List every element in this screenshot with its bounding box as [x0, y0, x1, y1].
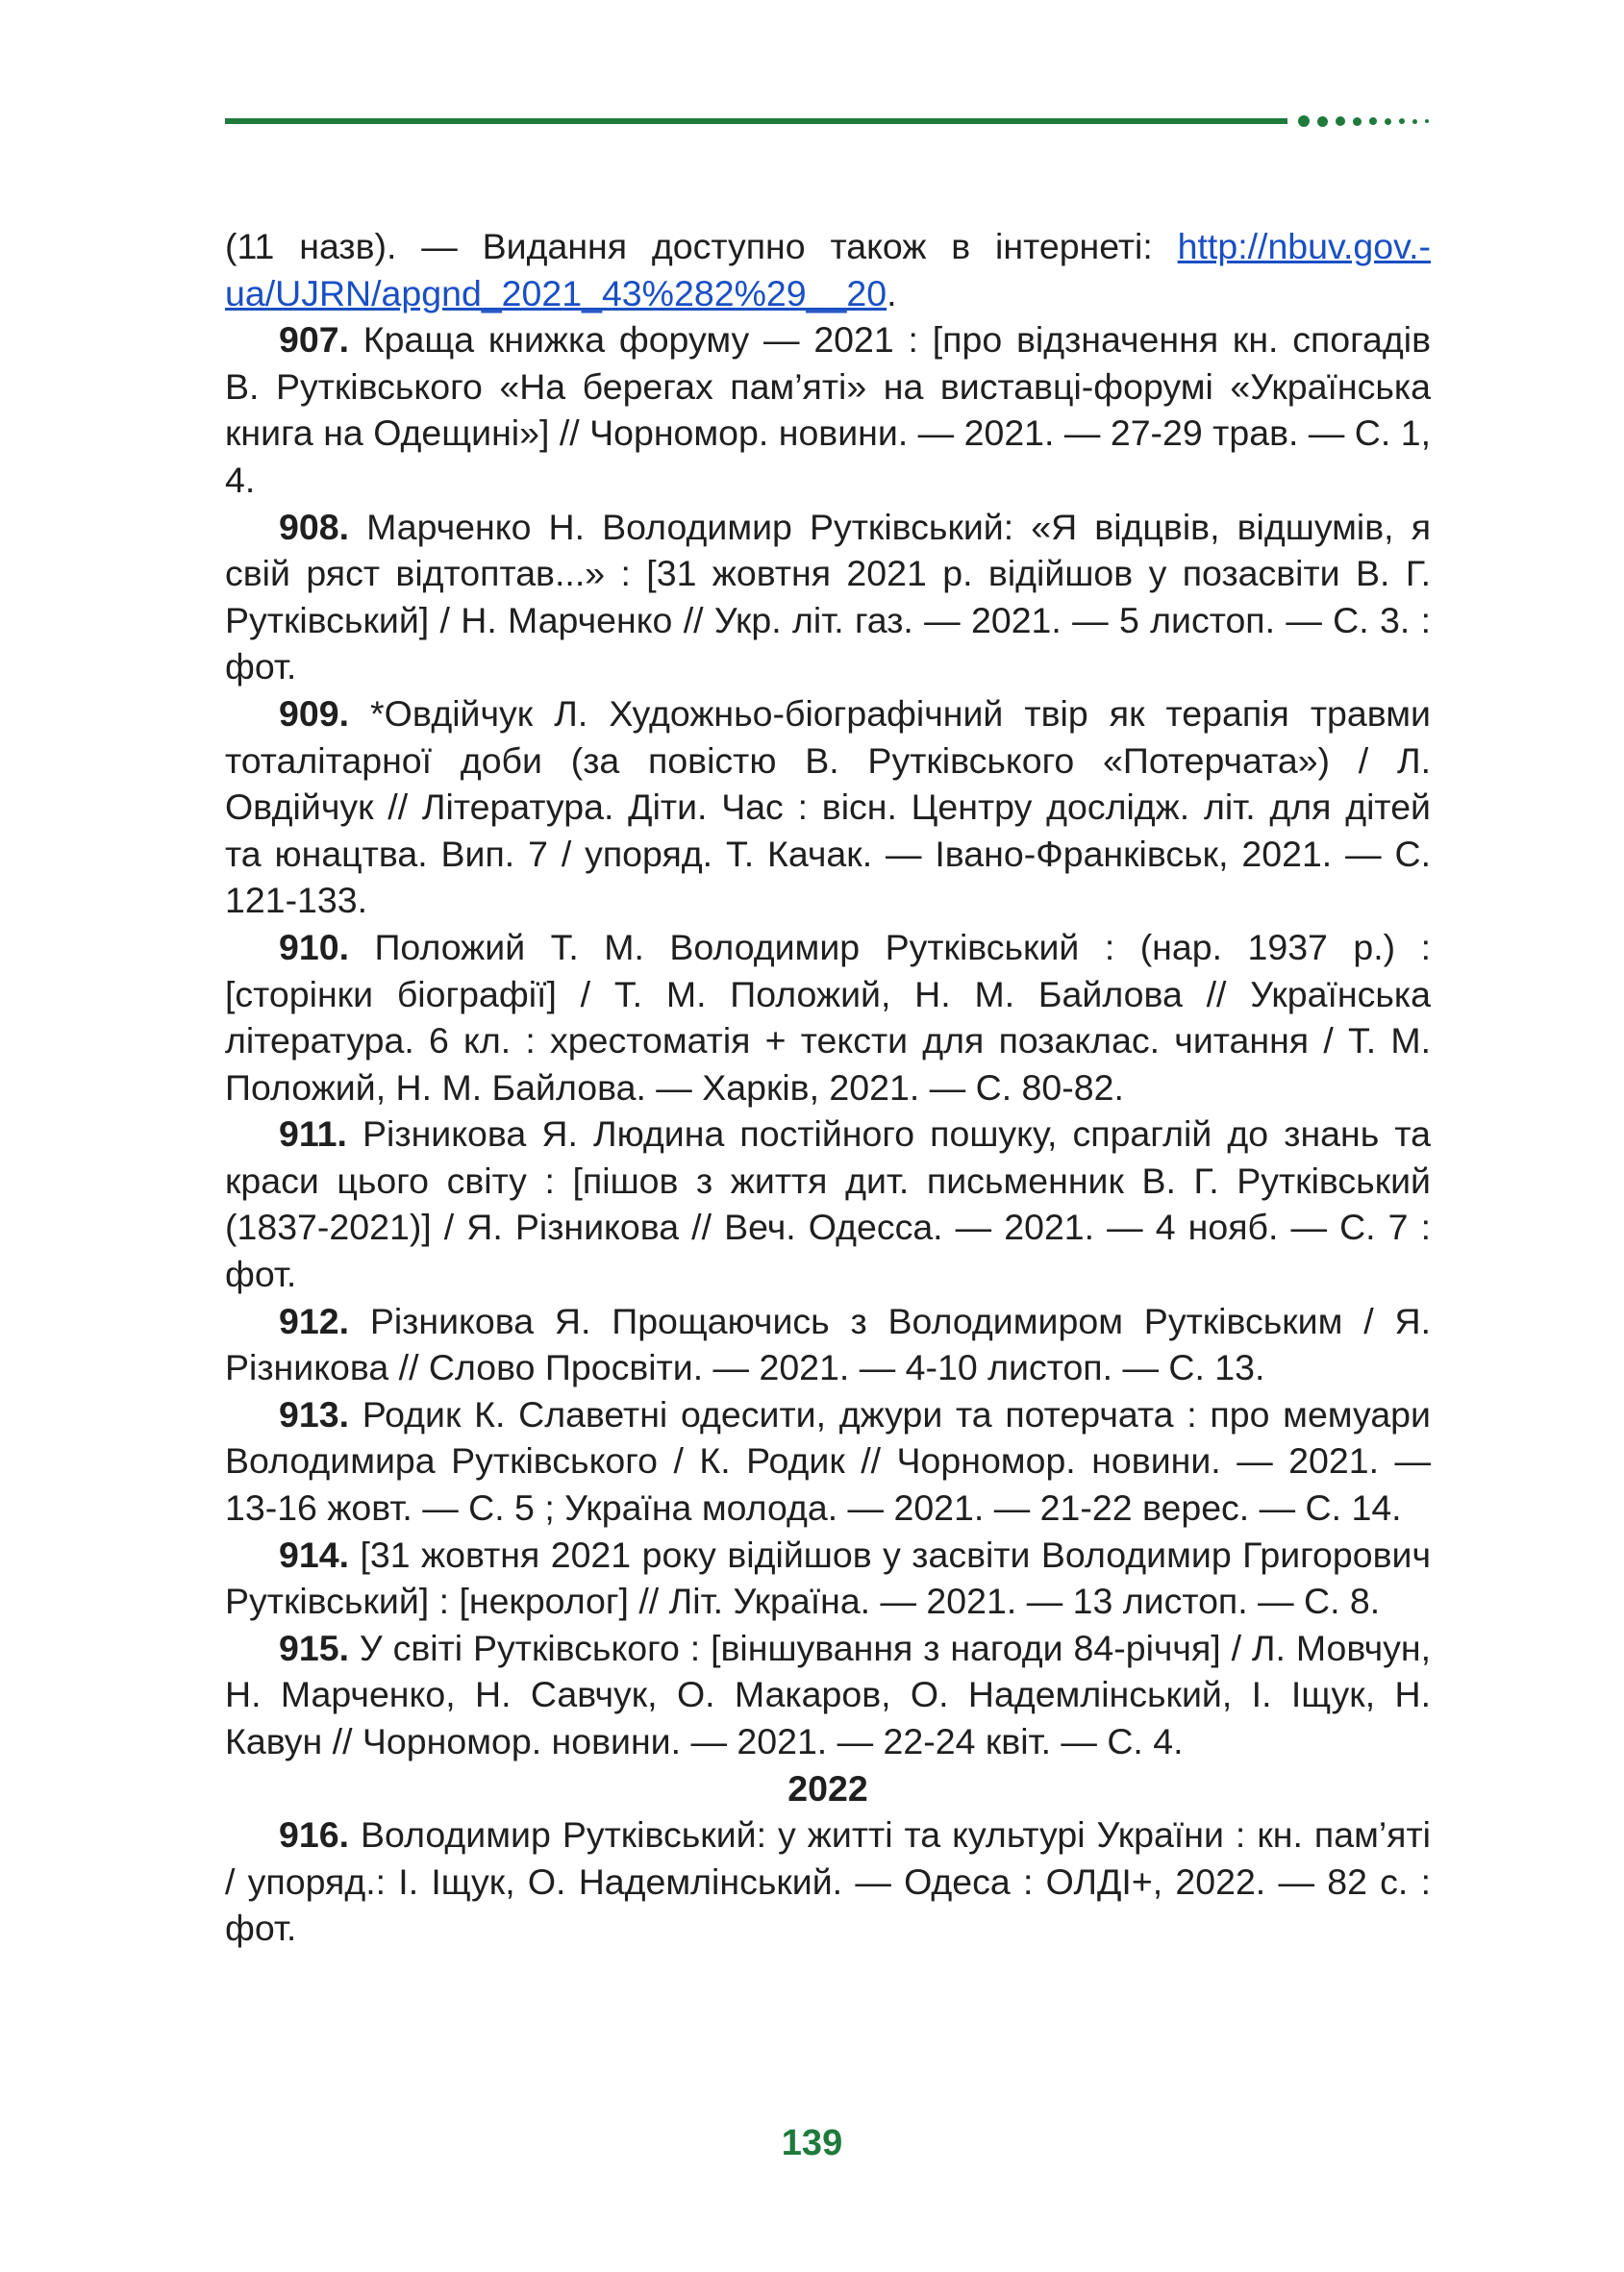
entry-number: 916.: [279, 1814, 349, 1856]
entry-text: Марченко Н. Володимир Рутківський: «Я відцвів, відшумів, я свій ряст відтоптав...» : [31 жовтня 2021 р. відійшов у позасвіти В. Г. Рутківський] / Н. Марченко // Укр. літ. газ. — 2021. — 5 листоп. — С. 3. : фот.: [225, 506, 1431, 687]
bibliography-entry: [225, 1111, 1431, 1297]
entry-text: Родик К. Славетні одесити, джури та потерчата : про мемуари Володимира Рутківського / К. Родик // Чорномор. новини. — 2021. — 13-16 жовт. — С. 5 ; Україна молода. — 2021. — 21-22 верес. — С. 14.: [225, 1393, 1431, 1529]
bibliography-entry: [225, 1532, 1431, 1625]
entry-text: Положий Т. М. Володимир Рутківський : (нар. 1937 р.) : [сторінки біографії] / Т. М. Положий, Н. М. Байлова // Українська література. 6 кл. : хрестоматія + тексти для позаклас. читання / Т. М. Положий, Н. М. Байлова. — Харків, 2021. — С. 80-82.: [225, 926, 1431, 1108]
entry-number: 911.: [279, 1113, 347, 1155]
bibliography-entry: [225, 690, 1431, 924]
intro-text: (11 назв). — Видання доступно також в інтернеті:: [225, 226, 1178, 266]
entry-text: Різникова Я. Прощаючись з Володимиром Рутківським / Я. Різникова // Слово Просвіти. — 2021. — 4-10 листоп. — С. 13.: [225, 1300, 1431, 1388]
entry-text: *Овдійчук Л. Художньо-біографічний твір як терапія травми тоталітарної доби (за повістю В. Рутківського «Потерчата») / Л. Овдійчук // Література. Діти. Час : вісн. Центру дослідж. літ. для дітей та юнацтва. Вип. 7 / упоряд. Т. Качак. — Івано-Франківськ, 2021. — С. 121-133.: [225, 692, 1431, 921]
header-rule: [225, 118, 1287, 124]
entries-2021-list: [225, 316, 1431, 1764]
entry-number: 908.: [279, 506, 349, 547]
bibliography-entry: [225, 1391, 1431, 1532]
entry-text: Краща книжка форуму — 2021 : [про відзначення кн. спогадів В. Рутківського «На берегах пам’яті» на виставці-форумі «Українська книга на Одещині»] // Чорномор. новини. — 2021. — 27-29 трав. — С. 1, 4.: [225, 319, 1431, 500]
entry-number: 907.: [279, 319, 349, 361]
entry-text: У світі Рутківського : [віншування з нагоди 84-річчя] / Л. Мовчун, Н. Марченко, Н. Савчук, О. Макаров, О. Надемлінський, І. Іщук, Н. Кавун // Чорномор. новини. — 2021. — 22-24 квіт. — С. 4.: [225, 1627, 1431, 1761]
entries-2022-list: [225, 1811, 1431, 1952]
source-link[interactable]: http://nbuv.gov.ua/UJRN/apgnd_2021_43%282%29__20: [225, 226, 1431, 313]
entry-text: Різникова Я. Людина постійного пошуку, спраглій до знань та краси цього світу : [пішов з життя дит. письменник В. Г. Рутківський (1837-2021)] / Я. Різникова // Веч. Одесса. — 2021. — 4 нояб. — С. 7 : фот.: [225, 1113, 1431, 1295]
bibliography-entry: [225, 1811, 1431, 1952]
bibliography-entry: [225, 504, 1431, 690]
entry-number: 914.: [279, 1534, 349, 1575]
bibliography-entry: [225, 316, 1431, 503]
intro-paragraph: [225, 223, 1431, 316]
header-dots-ornament: [1298, 112, 1433, 131]
bibliography-entry: [225, 924, 1431, 1111]
bibliography-entry: [225, 1298, 1431, 1391]
entry-number: 909.: [279, 692, 349, 734]
entry-number: 913.: [279, 1393, 349, 1435]
entry-text: Володимир Рутківський: у житті та культурі України : кн. пам’яті / упоряд.: І. Іщук, О. Надемлінський. — Одеса : ОЛДІ+, 2022. — 82 с. : фот.: [225, 1814, 1431, 1949]
entry-text: [31 жовтня 2021 року відійшов у засвіти Володимир Григорович Рутківський] : [некролог] // Літ. Україна. — 2021. — 13 листоп. — С. 8.: [225, 1534, 1431, 1622]
year-heading: 2022: [787, 1767, 868, 1809]
bibliography-text: [225, 223, 1431, 1952]
intro-end: .: [887, 272, 897, 313]
bibliography-entry: [225, 1625, 1431, 1765]
entry-number: 910.: [279, 926, 349, 967]
page-number: 139: [781, 2123, 843, 2163]
entry-number: 912.: [279, 1300, 349, 1341]
entry-number: 915.: [279, 1627, 349, 1668]
